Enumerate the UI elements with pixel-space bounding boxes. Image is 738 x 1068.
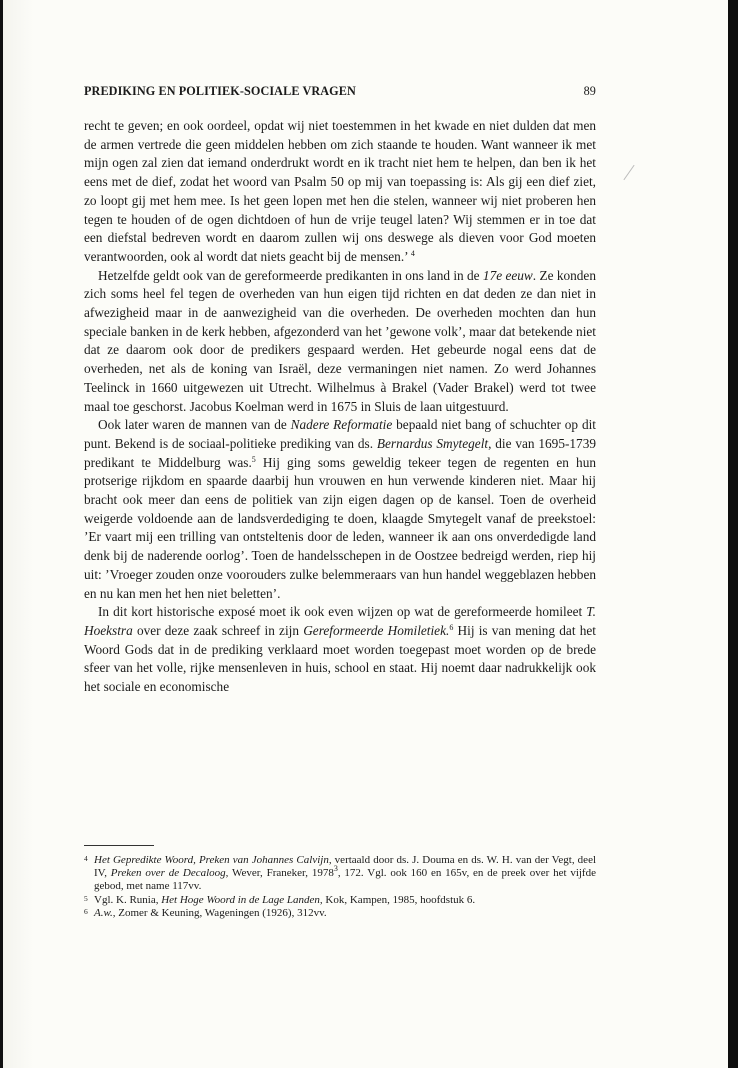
footnote-5-text-b: Kok, Kampen, 1985, hoofdstuk 6. [322,893,476,906]
footnote-4-text-a: vertaald door ds. J. Douma en ds. W. H. van der Vegt, deel IV, [94,854,597,880]
paragraph-4-text-c: Hij is van mening dat het Woord Gods dat in de prediking verklaard moet worden toegepast moet worden op de brede sfeer van het volle, rijke mensenleven in huis, school en staat. Hij noemt daar nadrukkelijk ook het sociale en economische [84,622,596,695]
page-number: 89 [583,84,596,98]
footnote-4 [84,854,596,894]
paragraph-2-text-a: Hetzelfde geldt ook van de gereformeerde predikanten in ons land in de [98,267,483,283]
paragraph-4-text-b: over deze zaak schreef in zijn [132,622,304,638]
scan-dark-border [728,0,738,1068]
footnote-4-title: Het Gepredikte Woord, Preken van Johannes Calvijn, [94,854,332,866]
paragraph-3-text-a: Ook later waren de mannen van de [98,417,291,433]
footnote-rule [84,845,154,846]
paragraph-3-text-b: bepaald niet bang of schuchter op dit punt. Bekend is de sociaal-politieke prediking van ds. [84,417,596,451]
paragraph-4-emphasis-1: T. Hoekstra [84,604,596,638]
footnote-6 [84,907,596,920]
paragraph-2-text-b: . Ze konden zich soms heel fel tegen de overheden van hun eigen tijd richten en dat deden ze dan niet in afwezigheid maar in de aanwezigheid van die overheden. De overheden mochten dan hun speciale banken in de kerk hebben, afgezonderd van het ’gewone volk’, maar dat betekende niet dat ze daarom ook door de predikers gespaard werden. Het gebeurde nogal eens dat de overheden, net als de koning van Israël, deze vermaningen niet namen. Zo werd Johannes Teelinck in 1660 uitgewezen uit Utrecht. Wilhelmus à Brakel (Vader Brakel) werd tot twee maal toe geschorst. Jacobus Koelman werd in 1675 in Sluis de laan uitgestuurd. [84,267,596,414]
paragraph-3-text-d: Hij ging soms geweldig tekeer tegen de regenten en hun protserige rijkdom en spaarde daarbij hun vrouwen en hun verwende kinderen niet. Maar hij bracht ook meer dan eens de politiek van zijn eigen dagen op de kansel. Toen de overheid weigerde voldoende aan de landsverdediging te doen, klaagde Smytegelt vanaf de preekstoel: ’Er vaart mij een trilling van ontsteltenis door de leden, wanneer ik aan ons onverdedigde land denk bij de naderende oorlog’. Toen de handelsschepen in de Oostzee bedreigd werden, riep hij uit: ’Vroeger zouden onze voorouders zulke belemmeraars van hun handel weggeblazen hebben en nu kan men het hen niet beletten’. [84,454,596,601]
footnote-ref-6: 6 [449,622,454,632]
paragraph-3 [84,416,596,603]
running-header [84,84,596,100]
paragraph-1-text: recht te geven; en ook oordeel, opdat wij niet toestemmen in het kwade en niet dulden dat men de armen vertrede die geen middelen hebben om zich staande te houden. Want wanneer ik met mijn ogen zal zien dat iemand onderdrukt wordt en ik tracht niet hem te helpen, dan ben ik het eens met de dief, zodat het woord van Psalm 50 op mij van toepassing is: Als gij een dief ziet, zo loopt gij met hem mee. Is het geen lopen met hen die stelen, wanneer wij niet proberen hen tegen te houden of de ogen dichtdoen of hun de vrije teugel laten? Wij stemmen er in toe dat een diefstal bedreven wordt en daarom zullen wij ons deswege als dieven voor God moeten verantwoorden, ook al wordt dat niets geacht bij de mensen.’ [84,118,596,264]
footnote-number: 6 [84,906,88,916]
page-left-edge [0,0,34,1068]
footnote-4-text-c: , 172. Vgl. ook 160 en 165v, en de preek over het vijfde gebod, met name 117vv. [94,867,596,893]
paragraph-3-emphasis-1: Nadere Reformatie [290,417,393,433]
footnote-6-text-a: Zomer & Keuning, Wageningen (1926), 312vv. [115,906,327,919]
footnote-ref-5: 5 [251,454,256,464]
footnote-5 [84,894,596,907]
footnote-number: 5 [84,893,88,903]
pencil-mark [623,165,634,180]
footnote-4-edition: 3 [333,864,338,874]
running-title: PREDIKING EN POLITIEK-SOCIALE VRAGEN [84,84,356,98]
paragraph-3-emphasis-2: Bernardus Smytegelt [376,435,489,451]
footnotes [84,854,596,920]
paragraph-2 [84,267,596,417]
paragraph-4-text-a: In dit kort historische exposé moet ik ook even wijzen op wat de gereformeerde homileet [98,604,587,620]
paragraph-4-emphasis-2: Gereformeerde Homiletiek. [303,622,450,638]
footnote-4-text-b: Wever, Franeker, 1978 [228,867,334,880]
paragraph-1 [84,117,596,267]
footnote-5-text-a: Vgl. K. Runia, [94,893,162,906]
footnote-6-title: A.w., [94,906,116,919]
paragraph-4 [84,603,596,697]
footnote-4-title-2: Preken over de Decaloog, [110,867,229,880]
paragraph-3-text-c: , die van 1695-1739 predikant te Middelburg was. [84,435,596,470]
footnote-ref-4: 4 [410,248,415,258]
footnote-number: 4 [84,854,88,863]
body-text [84,117,596,697]
paragraph-2-emphasis: 17e eeuw [482,267,533,283]
footnote-5-title: Het Hoge Woord in de Lage Landen, [161,893,323,906]
